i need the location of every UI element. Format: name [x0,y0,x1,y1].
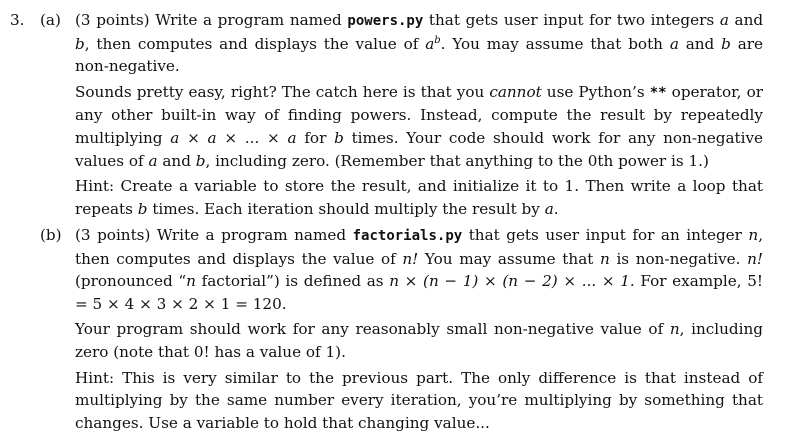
part-b [40,224,762,434]
part-a-filename: powers.py [347,13,424,29]
part-a-paragraph-1: (3 points) Write a program named powers.py that gets user input for two integers a and b, then computes and displays the value of $a^b$. You may assume that both a and b are non-negative. [75,11,764,76]
part-a [40,9,762,220]
part-a-body [75,9,763,220]
factorial-formula: n × (n − 1) × (n − 2) × ... × 1. [389,272,635,291]
part-b-paragraph-2: Your program should work for any reasonably small non-negative value of n, including zero (note that 0! has a value of 1). [75,320,763,361]
question-number: 3. [10,11,25,29]
part-a-label: (a) [40,11,61,29]
part-b-filename: factorials.py [352,228,463,244]
part-a-points: (3 points) [75,11,150,29]
part-b-label: (b) [40,226,62,244]
factorial-example: 5! = 5 × 4 × 3 × 2 × 1 = 120. [75,272,763,313]
part-a-paragraph-2: Sounds pretty easy, right? The catch here is that you cannot use Python’s ** operator, or any other built-in way of finding powers. Instead, compute the result by repeatedly multiplying a × a × ... × a for b times. Your code should work for any non-negative values of a and b, including zero. (Remember that anything to the 0th power is 1.) [75,82,764,170]
part-b-body [75,224,763,434]
power-expression: $a^b$ [425,34,441,53]
part-a-hint: Hint: Create a variable to store the result, and initialize it to 1. Then write a loop that repeats b times. Each iteration should multiply the result by a. [75,177,763,218]
part-b-paragraph-1: (3 points) Write a program named factorials.py that gets user input for an integer n, then computes and displays the value of n! You may assume that n is non-negative. n! (pronounced “n factorial”) is defined as n × (n − 1) × (n − 2) × ... × 1. For example, 5! = 5 × 4 × 3 × 2 × 1 = 120. [75,226,764,313]
part-b-points: (3 points) [75,226,151,244]
part-b-hint: Hint: This is very similar to the previous part. The only difference is that instead of multiplying by the same number every iteration, you’re multiplying by something that changes. Use a variable to hold that changing value... [75,368,763,432]
